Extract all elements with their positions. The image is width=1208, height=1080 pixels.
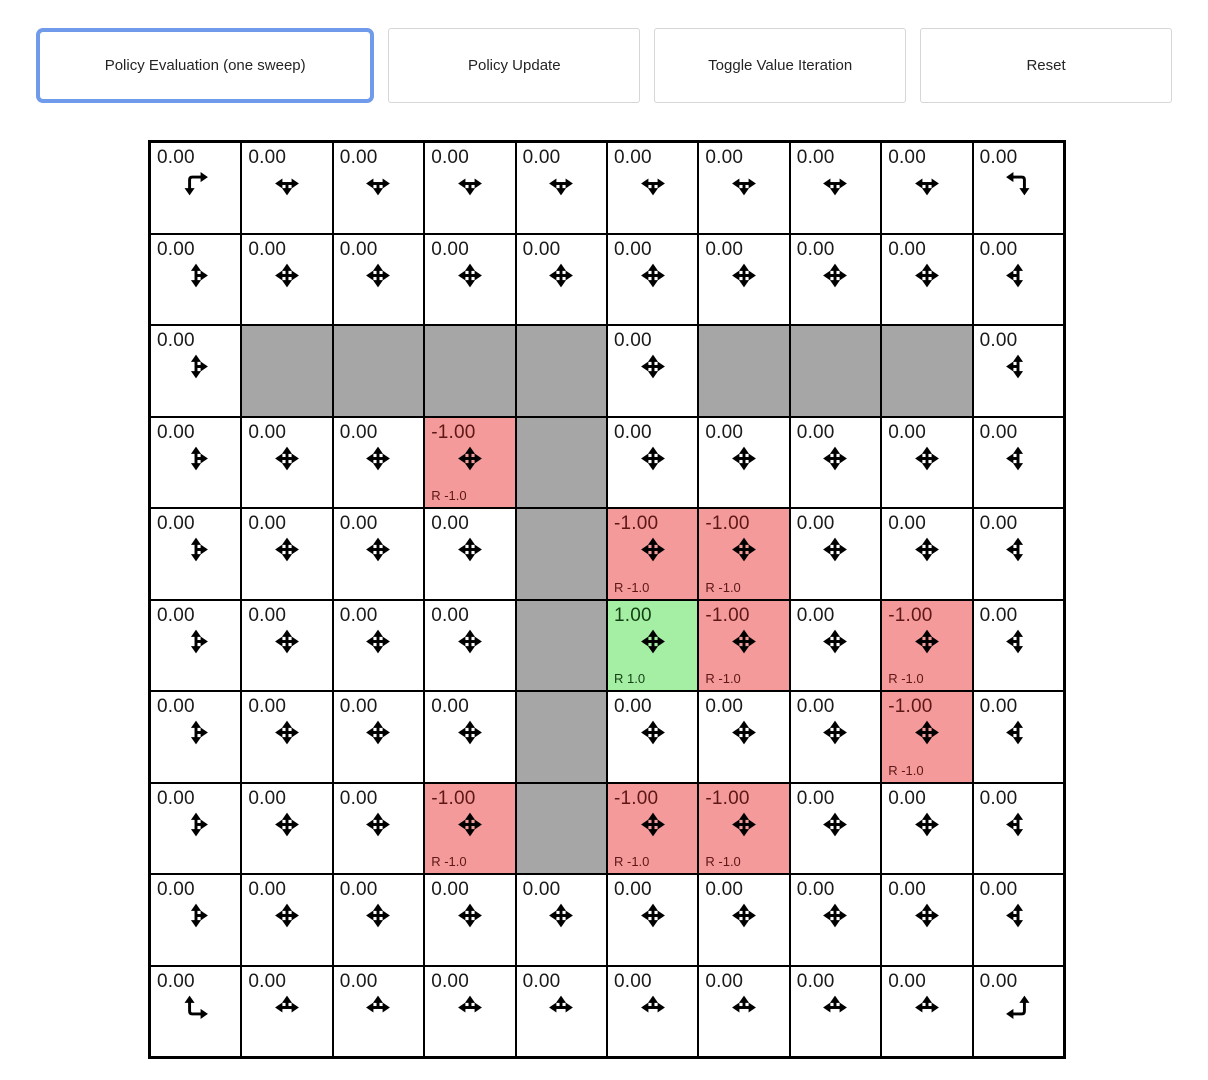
cell-value: -1.00: [888, 604, 933, 626]
grid-cell-r8c4[interactable]: [516, 874, 607, 966]
grid-cell-r1c7[interactable]: [790, 234, 881, 326]
grid-cell-r4c5[interactable]: [607, 508, 698, 600]
cell-value: 0.00: [705, 238, 744, 260]
arrows-up-down-left-right-icon: [819, 625, 852, 658]
grid-cell-r9c6[interactable]: [698, 966, 789, 1058]
grid-cell-r1c9[interactable]: [973, 234, 1064, 326]
cell-value: 0.00: [614, 696, 652, 717]
cell-value: 0.00: [248, 696, 287, 717]
cell-value: -1.00: [705, 604, 750, 626]
grid-cell-r3c8[interactable]: [881, 417, 972, 509]
grid-cell-r0c7[interactable]: [790, 142, 881, 234]
cell-value: 0.00: [979, 147, 1018, 168]
arrows-up-down-left-icon: [1002, 533, 1035, 566]
grid-cell-r6c7[interactable]: [790, 691, 881, 783]
grid-cell-r2c5[interactable]: [607, 325, 698, 417]
cell-value: 0.00: [979, 879, 1018, 900]
cell-value: 0.00: [339, 787, 378, 809]
grid-cell-r1c6[interactable]: [698, 234, 789, 326]
wall-cell-r2c2: [333, 325, 424, 417]
grid-cell-r8c8[interactable]: [881, 874, 972, 966]
cell-value: 0.00: [705, 970, 744, 992]
wall-cell-r7c4: [516, 783, 607, 875]
cell-value: 0.00: [888, 787, 926, 809]
cell-reward-label: R -1.0: [888, 671, 924, 686]
arrows-up-down-left-icon: [1002, 716, 1035, 749]
grid-cell-r0c1[interactable]: [241, 142, 332, 234]
cell-value: 0.00: [431, 604, 469, 626]
arrows-up-down-right-icon: [179, 533, 212, 566]
arrows-up-down-left-right-icon: [271, 625, 304, 658]
grid-cell-r1c4[interactable]: [516, 234, 607, 326]
arrows-up-down-right-icon: [179, 716, 212, 749]
arrows-up-down-left-right-icon: [728, 899, 761, 932]
cell-value: 0.00: [522, 879, 561, 900]
grid-cell-r7c3[interactable]: [424, 783, 515, 875]
arrows-up-down-left-right-icon: [728, 625, 761, 658]
cell-value: 0.00: [796, 787, 835, 809]
cell-value: 0.00: [796, 421, 835, 443]
wall-cell-r4c4: [516, 508, 607, 600]
cell-value: 0.00: [796, 696, 835, 717]
cell-value: 0.00: [796, 238, 835, 260]
arrows-up-down-left-right-icon: [271, 533, 304, 566]
arrows-up-down-left-right-icon: [728, 808, 761, 841]
cell-value: 0.00: [248, 421, 287, 443]
cell-value: -1.00: [614, 513, 659, 534]
grid-cell-r0c3[interactable]: [424, 142, 515, 234]
cell-reward-label: R 1.0: [614, 671, 646, 686]
grid-cell-r7c6[interactable]: [698, 783, 789, 875]
wall-cell-r5c4: [516, 600, 607, 692]
grid-cell-r0c0[interactable]: [150, 142, 241, 234]
arrows-left-down-right-icon: [545, 167, 578, 200]
grid-cell-r8c6[interactable]: [698, 874, 789, 966]
cell-value: 0.00: [157, 604, 195, 626]
arrows-up-down-left-right-icon: [271, 716, 304, 749]
arrows-up-down-left-icon: [1002, 259, 1035, 292]
grid-cell-r4c0[interactable]: [150, 508, 241, 600]
cell-value: 0.00: [979, 421, 1018, 443]
gridworld-grid: [148, 140, 1066, 1059]
arrows-up-down-left-right-icon: [362, 533, 395, 566]
grid-cell-r3c2[interactable]: [333, 417, 424, 509]
cell-value: 1.00: [614, 604, 652, 626]
cell-value: 0.00: [248, 970, 287, 992]
arrow-elbow-down-left-icon: [1002, 167, 1035, 200]
grid-cell-r0c8[interactable]: [881, 142, 972, 234]
cell-value: 0.00: [339, 970, 378, 992]
arrows-left-down-right-icon: [910, 167, 943, 200]
arrows-up-down-left-right-icon: [728, 442, 761, 475]
arrows-up-down-left-right-icon: [362, 442, 395, 475]
cell-value: 0.00: [339, 879, 378, 900]
grid-cell-r5c8[interactable]: [881, 600, 972, 692]
arrows-up-down-left-right-icon: [271, 899, 304, 932]
arrows-left-down-right-icon: [362, 167, 395, 200]
wall-cell-r3c4: [516, 417, 607, 509]
wall-cell-r2c8: [881, 325, 972, 417]
cell-value: 0.00: [157, 238, 195, 260]
arrows-up-down-left-right-icon: [819, 259, 852, 292]
wall-cell-r2c4: [516, 325, 607, 417]
cell-reward-label: R -1.0: [614, 579, 650, 595]
cell-value: 0.00: [614, 147, 652, 168]
grid-cell-r8c9[interactable]: [973, 874, 1064, 966]
arrows-up-down-left-right-icon: [453, 808, 486, 841]
cell-value: 0.00: [248, 513, 287, 534]
cell-value: 0.00: [248, 238, 287, 260]
arrows-left-up-right-icon: [910, 991, 943, 1024]
arrows-up-down-left-icon: [1002, 808, 1035, 841]
grid-cell-r7c2[interactable]: [333, 783, 424, 875]
arrows-up-down-left-right-icon: [362, 899, 395, 932]
arrows-up-down-left-right-icon: [453, 899, 486, 932]
arrows-left-up-right-icon: [545, 991, 578, 1024]
toolbar: [36, 28, 1172, 103]
grid-cell-r9c1[interactable]: [241, 966, 332, 1058]
arrows-up-down-left-right-icon: [362, 716, 395, 749]
arrows-up-down-right-icon: [179, 899, 212, 932]
cell-value: 0.00: [979, 696, 1018, 717]
grid-cell-r3c5[interactable]: [607, 417, 698, 509]
grid-cell-r0c9[interactable]: [973, 142, 1064, 234]
cell-value: 0.00: [522, 238, 561, 260]
grid-cell-r8c7[interactable]: [790, 874, 881, 966]
grid-cell-r8c3[interactable]: [424, 874, 515, 966]
grid-cell-r5c3[interactable]: [424, 600, 515, 692]
grid-cell-r5c6[interactable]: [698, 600, 789, 692]
arrows-up-down-left-right-icon: [453, 625, 486, 658]
cell-value: 0.00: [339, 604, 378, 626]
arrows-up-down-left-icon: [1002, 350, 1035, 383]
arrows-up-down-left-right-icon: [636, 442, 669, 475]
grid-cell-r1c0[interactable]: [150, 234, 241, 326]
arrow-elbow-up-left-icon: [1002, 991, 1035, 1024]
arrows-up-down-left-right-icon: [362, 625, 395, 658]
cell-reward-label: R -1.0: [705, 854, 741, 869]
cell-value: 0.00: [796, 604, 835, 626]
policy-evaluation-button[interactable]: Policy Evaluation (one sweep): [36, 28, 374, 103]
cell-value: 0.00: [614, 879, 652, 900]
arrows-up-down-left-right-icon: [362, 808, 395, 841]
cell-value: 0.00: [614, 238, 652, 260]
arrows-up-down-left-right-icon: [910, 716, 943, 749]
cell-value: 0.00: [157, 879, 195, 900]
cell-value: 0.00: [339, 421, 378, 443]
arrows-left-down-right-icon: [636, 167, 669, 200]
cell-value: 0.00: [248, 879, 287, 900]
grid-cell-r3c0[interactable]: [150, 417, 241, 509]
cell-value: 0.00: [796, 147, 835, 168]
grid-cell-r4c2[interactable]: [333, 508, 424, 600]
grid-cell-r3c3[interactable]: [424, 417, 515, 509]
grid-cell-r5c1[interactable]: [241, 600, 332, 692]
arrows-up-down-left-right-icon: [910, 808, 943, 841]
arrows-up-down-left-icon: [1002, 442, 1035, 475]
cell-reward-label: R -1.0: [888, 762, 924, 778]
cell-value: 0.00: [888, 879, 926, 900]
arrows-up-down-left-right-icon: [819, 442, 852, 475]
cell-value: 0.00: [248, 604, 287, 626]
grid-cell-r3c1[interactable]: [241, 417, 332, 509]
grid-cell-r8c0[interactable]: [150, 874, 241, 966]
cell-value: 0.00: [431, 879, 469, 900]
grid-cell-r6c6[interactable]: [698, 691, 789, 783]
grid-cell-r6c1[interactable]: [241, 691, 332, 783]
cell-value: -1.00: [888, 696, 933, 717]
grid-cell-r6c2[interactable]: [333, 691, 424, 783]
grid-cell-r7c0[interactable]: [150, 783, 241, 875]
wall-cell-r2c1: [241, 325, 332, 417]
grid-cell-r0c5[interactable]: [607, 142, 698, 234]
cell-value: 0.00: [705, 879, 744, 900]
grid-cell-r4c9[interactable]: [973, 508, 1064, 600]
cell-value: 0.00: [157, 696, 195, 717]
cell-value: 0.00: [157, 330, 195, 351]
arrows-up-down-left-right-icon: [819, 899, 852, 932]
cell-value: 0.00: [979, 787, 1018, 809]
grid-cell-r7c9[interactable]: [973, 783, 1064, 875]
arrows-left-down-right-icon: [453, 167, 486, 200]
arrows-left-up-right-icon: [819, 991, 852, 1024]
arrows-up-down-right-icon: [179, 442, 212, 475]
cell-value: 0.00: [431, 696, 469, 717]
arrows-left-up-right-icon: [453, 991, 486, 1024]
grid-cell-r5c9[interactable]: [973, 600, 1064, 692]
cell-value: 0.00: [705, 421, 744, 443]
grid-cell-r1c3[interactable]: [424, 234, 515, 326]
arrows-up-down-left-right-icon: [819, 808, 852, 841]
grid-cell-r9c5[interactable]: [607, 966, 698, 1058]
cell-value: 0.00: [796, 879, 835, 900]
arrows-up-down-right-icon: [179, 808, 212, 841]
cell-reward-label: R -1.0: [705, 671, 741, 686]
grid-cell-r3c7[interactable]: [790, 417, 881, 509]
arrows-up-down-left-right-icon: [453, 259, 486, 292]
arrows-up-down-left-right-icon: [453, 533, 486, 566]
grid-cell-r1c5[interactable]: [607, 234, 698, 326]
policy-update-button[interactable]: Policy Update: [388, 28, 640, 103]
arrows-up-down-left-right-icon: [271, 442, 304, 475]
cell-value: -1.00: [431, 421, 476, 443]
cell-value: 0.00: [157, 421, 195, 443]
cell-value: 0.00: [431, 147, 469, 168]
arrows-left-up-right-icon: [362, 991, 395, 1024]
arrows-up-down-left-right-icon: [453, 716, 486, 749]
cell-value: 0.00: [888, 970, 926, 992]
arrows-up-down-left-right-icon: [636, 625, 669, 658]
grid-cell-r8c2[interactable]: [333, 874, 424, 966]
cell-value: 0.00: [796, 513, 835, 534]
grid-cell-r4c3[interactable]: [424, 508, 515, 600]
wall-cell-r2c3: [424, 325, 515, 417]
grid-cell-r5c7[interactable]: [790, 600, 881, 692]
cell-value: 0.00: [705, 147, 744, 168]
wall-cell-r2c6: [698, 325, 789, 417]
grid-cell-r7c8[interactable]: [881, 783, 972, 875]
cell-reward-label: R -1.0: [431, 488, 467, 503]
arrows-up-down-left-right-icon: [636, 899, 669, 932]
cell-value: -1.00: [705, 513, 750, 534]
grid-cell-r9c7[interactable]: [790, 966, 881, 1058]
cell-value: 0.00: [431, 970, 469, 992]
grid-cell-r1c8[interactable]: [881, 234, 972, 326]
arrows-up-down-left-right-icon: [636, 533, 669, 566]
grid-cell-r1c2[interactable]: [333, 234, 424, 326]
grid-cell-r6c5[interactable]: [607, 691, 698, 783]
grid-cell-r3c9[interactable]: [973, 417, 1064, 509]
cell-value: 0.00: [888, 147, 926, 168]
grid-cell-r9c4[interactable]: [516, 966, 607, 1058]
cell-value: 0.00: [979, 238, 1018, 260]
cell-value: 0.00: [157, 787, 195, 809]
grid-cell-r5c5[interactable]: [607, 600, 698, 692]
grid-cell-r9c0[interactable]: [150, 966, 241, 1058]
cell-value: 0.00: [157, 970, 195, 992]
grid-cell-r7c5[interactable]: [607, 783, 698, 875]
cell-value: 0.00: [888, 238, 926, 260]
grid-cell-r9c9[interactable]: [973, 966, 1064, 1058]
cell-value: 0.00: [522, 147, 561, 168]
cell-value: 0.00: [705, 696, 744, 717]
grid-cell-r8c5[interactable]: [607, 874, 698, 966]
arrows-up-down-left-right-icon: [728, 716, 761, 749]
cell-reward-label: R -1.0: [431, 854, 467, 869]
cell-value: 0.00: [157, 513, 195, 534]
arrows-up-down-left-right-icon: [636, 259, 669, 292]
grid-cell-r7c7[interactable]: [790, 783, 881, 875]
grid-cell-r5c2[interactable]: [333, 600, 424, 692]
grid-cell-r4c7[interactable]: [790, 508, 881, 600]
cell-value: 0.00: [431, 513, 469, 534]
grid-cell-r6c0[interactable]: [150, 691, 241, 783]
arrows-up-down-right-icon: [179, 350, 212, 383]
grid-cell-r4c1[interactable]: [241, 508, 332, 600]
grid-cell-r0c6[interactable]: [698, 142, 789, 234]
cell-value: 0.00: [979, 513, 1018, 534]
arrows-up-down-right-icon: [179, 625, 212, 658]
arrows-up-down-left-right-icon: [636, 808, 669, 841]
grid-cell-r6c8[interactable]: [881, 691, 972, 783]
cell-value: 0.00: [888, 513, 926, 534]
grid-cell-r6c9[interactable]: [973, 691, 1064, 783]
arrows-up-down-left-right-icon: [910, 899, 943, 932]
arrows-up-down-left-right-icon: [728, 533, 761, 566]
arrows-up-down-left-right-icon: [728, 259, 761, 292]
cell-value: 0.00: [522, 970, 561, 992]
arrows-up-down-left-icon: [1002, 899, 1035, 932]
cell-value: 0.00: [888, 421, 926, 443]
arrows-up-down-left-right-icon: [910, 625, 943, 658]
arrows-up-down-left-right-icon: [271, 259, 304, 292]
grid-cell-r8c1[interactable]: [241, 874, 332, 966]
arrows-up-down-left-right-icon: [453, 442, 486, 475]
cell-value: 0.00: [339, 147, 378, 168]
arrows-left-down-right-icon: [728, 167, 761, 200]
arrows-up-down-left-right-icon: [819, 533, 852, 566]
arrows-up-down-left-right-icon: [545, 899, 578, 932]
arrows-up-down-left-icon: [1002, 625, 1035, 658]
arrows-left-down-right-icon: [819, 167, 852, 200]
cell-value: 0.00: [614, 330, 652, 351]
grid-cell-r5c0[interactable]: [150, 600, 241, 692]
toggle-value-iteration-button[interactable]: Toggle Value Iteration: [654, 28, 906, 103]
arrows-left-down-right-icon: [271, 167, 304, 200]
cell-value: 0.00: [431, 238, 469, 260]
grid-cell-r2c0[interactable]: [150, 325, 241, 417]
grid-cell-r6c3[interactable]: [424, 691, 515, 783]
cell-value: 0.00: [248, 147, 287, 168]
grid-cell-r7c1[interactable]: [241, 783, 332, 875]
arrows-up-down-left-right-icon: [910, 442, 943, 475]
cell-reward-label: R -1.0: [705, 579, 741, 595]
cell-value: 0.00: [614, 970, 652, 992]
arrows-up-down-left-right-icon: [271, 808, 304, 841]
cell-reward-label: R -1.0: [614, 854, 650, 869]
cell-value: 0.00: [796, 970, 835, 992]
arrow-elbow-down-right-icon: [179, 167, 212, 200]
grid-cell-r0c2[interactable]: [333, 142, 424, 234]
arrows-up-down-left-right-icon: [910, 259, 943, 292]
cell-value: -1.00: [431, 787, 476, 809]
grid-cell-r4c8[interactable]: [881, 508, 972, 600]
wall-cell-r6c4: [516, 691, 607, 783]
arrows-up-down-right-icon: [179, 259, 212, 292]
cell-value: 0.00: [248, 787, 287, 809]
grid-cell-r9c3[interactable]: [424, 966, 515, 1058]
arrow-elbow-up-right-icon: [179, 991, 212, 1024]
arrows-up-down-left-right-icon: [545, 259, 578, 292]
cell-value: 0.00: [339, 238, 378, 260]
cell-value: 0.00: [979, 330, 1018, 351]
cell-value: 0.00: [339, 696, 378, 717]
grid-cell-r1c1[interactable]: [241, 234, 332, 326]
arrows-left-up-right-icon: [271, 991, 304, 1024]
cell-value: -1.00: [705, 787, 750, 809]
grid-cell-r9c8[interactable]: [881, 966, 972, 1058]
arrows-up-down-left-right-icon: [362, 259, 395, 292]
grid-cell-r2c9[interactable]: [973, 325, 1064, 417]
arrows-left-up-right-icon: [728, 991, 761, 1024]
arrows-up-down-left-right-icon: [636, 716, 669, 749]
arrows-up-down-left-right-icon: [636, 350, 669, 383]
cell-value: 0.00: [339, 513, 378, 534]
cell-value: 0.00: [157, 147, 195, 168]
cell-value: 0.00: [979, 970, 1018, 992]
cell-value: 0.00: [614, 421, 652, 443]
grid-cell-r3c6[interactable]: [698, 417, 789, 509]
cell-value: 0.00: [979, 604, 1018, 626]
arrows-left-up-right-icon: [636, 991, 669, 1024]
grid-cell-r4c6[interactable]: [698, 508, 789, 600]
cell-value: -1.00: [614, 787, 659, 809]
reset-button[interactable]: Reset: [920, 28, 1172, 103]
wall-cell-r2c7: [790, 325, 881, 417]
arrows-up-down-left-right-icon: [910, 533, 943, 566]
arrows-up-down-left-right-icon: [819, 716, 852, 749]
grid-cell-r0c4[interactable]: [516, 142, 607, 234]
grid-cell-r9c2[interactable]: [333, 966, 424, 1058]
